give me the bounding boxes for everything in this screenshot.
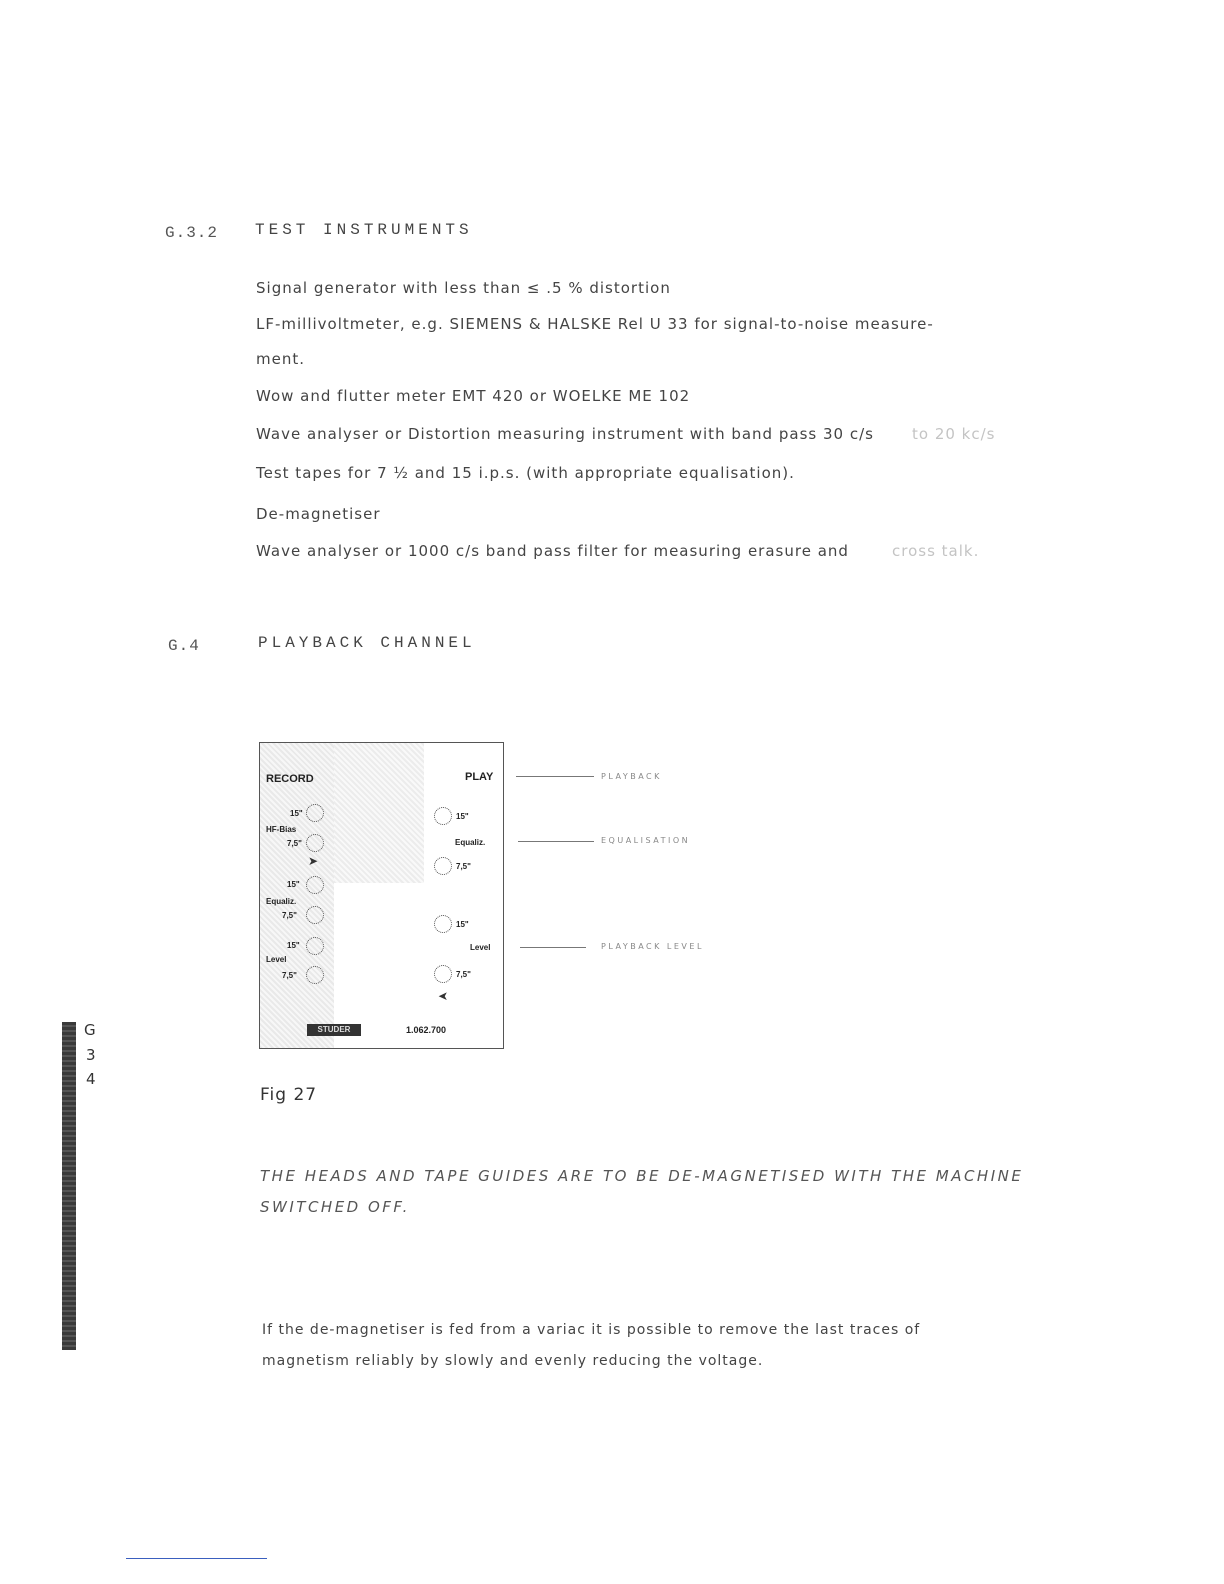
- play-arrow-icon: ➤: [438, 989, 449, 1003]
- record-section-shading: [260, 743, 334, 1048]
- record-label: RECORD: [266, 773, 314, 785]
- callout-line-playback-level: [520, 947, 586, 948]
- section-number-test-instruments: G.3.2: [165, 224, 219, 242]
- callout-line-playback: [516, 776, 594, 777]
- play-level-75-knob[interactable]: [434, 965, 452, 983]
- instrument-item: ment.: [256, 350, 305, 368]
- record-bias-75-label: 7,5": [287, 839, 302, 848]
- callout-playback: PLAYBACK: [601, 772, 662, 781]
- studer-logo: STUDER: [307, 1024, 361, 1036]
- note-line-2: SWITCHED OFF.: [260, 1198, 410, 1216]
- record-level-75-knob[interactable]: [306, 966, 324, 984]
- figure-caption: Fig 27: [260, 1085, 318, 1105]
- side-tab-digit: 3: [86, 1046, 96, 1064]
- play-eq-15-label: 15": [456, 812, 469, 821]
- record-bias-15-label: 15": [290, 809, 303, 818]
- record-eq-75-knob[interactable]: [306, 906, 324, 924]
- callout-line-equalisation: [518, 841, 594, 842]
- section-title-test-instruments: TEST INSTRUMENTS: [255, 221, 473, 239]
- part-number: 1.062.700: [406, 1025, 447, 1035]
- instrument-item: Wave analyser or 1000 c/s band pass filter for measuring erasure and: [256, 542, 849, 560]
- paragraph-line-1: If the de-magnetiser is fed from a variac it is possible to remove the last traces of: [262, 1322, 921, 1338]
- record-arrow-icon: ➤: [308, 854, 319, 868]
- record-header-shading: [334, 743, 424, 883]
- play-level-15-knob[interactable]: [434, 915, 452, 933]
- instrument-item: Wave analyser or Distortion measuring instrument with band pass 30 c/s: [256, 425, 874, 443]
- hf-bias-label: HF-Bias: [266, 825, 297, 834]
- footer-rule: [126, 1558, 267, 1559]
- section-number-playback: G.4: [168, 637, 200, 655]
- record-bias-15-knob[interactable]: [306, 804, 324, 822]
- play-equaliz-label: Equaliz.: [455, 838, 486, 847]
- callout-playback-level: PLAYBACK LEVEL: [601, 942, 704, 951]
- instrument-item: De-magnetiser: [256, 505, 381, 523]
- play-level-75-label: 7,5": [456, 970, 471, 979]
- record-eq-15-label: 15": [287, 880, 300, 889]
- control-panel-figure: [259, 742, 504, 1049]
- instrument-item: LF-millivoltmeter, e.g. SIEMENS & HALSKE Rel U 33 for signal-to-noise measure-: [256, 315, 934, 333]
- record-equaliz-label: Equaliz.: [266, 897, 297, 906]
- side-tab-letter: G: [84, 1021, 96, 1039]
- note-line-1: THE HEADS AND TAPE GUIDES ARE TO BE DE-MAGNETISED WITH THE MACHINE: [260, 1167, 1024, 1185]
- record-eq-75-label: 7,5": [282, 911, 297, 920]
- play-level-label: Level: [470, 943, 491, 952]
- record-level-15-label: 15": [287, 941, 300, 950]
- record-level-15-knob[interactable]: [306, 937, 324, 955]
- instrument-item: Signal generator with less than ≤ .5 % distortion: [256, 279, 671, 297]
- instrument-item: Test tapes for 7 ½ and 15 i.p.s. (with appropriate equalisation).: [256, 464, 795, 482]
- play-level-15-label: 15": [456, 920, 469, 929]
- side-tab-digit: 4: [86, 1070, 96, 1088]
- instrument-item: Wow and flutter meter EMT 420 or WOELKE ME 102: [256, 387, 691, 405]
- play-eq-75-label: 7,5": [456, 862, 471, 871]
- record-bias-75-knob[interactable]: [306, 834, 324, 852]
- instrument-item-faded: to 20 kc/s: [912, 425, 996, 443]
- side-index-bar: [62, 1022, 76, 1350]
- section-title-playback: PLAYBACK CHANNEL: [258, 634, 476, 652]
- play-eq-75-knob[interactable]: [434, 857, 452, 875]
- play-eq-15-knob[interactable]: [434, 807, 452, 825]
- callout-equalisation: EQUALISATION: [601, 836, 691, 845]
- paragraph-line-2: magnetism reliably by slowly and evenly reducing the voltage.: [262, 1353, 764, 1369]
- record-eq-15-knob[interactable]: [306, 876, 324, 894]
- play-label: PLAY: [465, 771, 494, 783]
- instrument-item-faded: cross talk.: [892, 542, 980, 560]
- record-level-75-label: 7,5": [282, 971, 297, 980]
- record-level-label: Level: [266, 955, 287, 964]
